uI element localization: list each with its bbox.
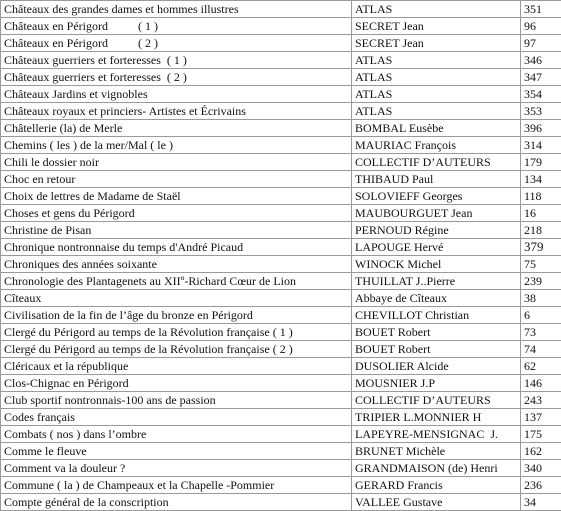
book-author-cell: CHEVILLOT Christian xyxy=(352,307,521,324)
book-number-cell: 379 xyxy=(521,239,561,256)
book-author-cell: BOUET Robert xyxy=(352,341,521,358)
book-number-cell: 97 xyxy=(521,35,561,52)
book-number-cell: 162 xyxy=(521,443,561,460)
table-row xyxy=(1,460,561,477)
book-title-cell: Cléricaux et la république xyxy=(1,358,352,375)
book-author-cell: Abbaye de Cîteaux xyxy=(352,290,521,307)
book-number-cell: 351 xyxy=(521,1,561,18)
book-author-cell: DUSOLIER Alcide xyxy=(352,358,521,375)
book-title-cell: Chroniques des années soixante xyxy=(1,256,352,273)
book-title-cell: Civilisation de la fin de l’âge du bronze en Périgord xyxy=(1,307,352,324)
book-title-cell: Combats ( nos ) dans l’ombre xyxy=(1,426,352,443)
book-author-cell: ATLAS xyxy=(352,86,521,103)
table-row xyxy=(1,188,561,205)
table-row xyxy=(1,426,561,443)
table-row xyxy=(1,154,561,171)
book-number-cell: 6 xyxy=(521,307,561,324)
table-row xyxy=(1,239,561,256)
book-number-cell: 16 xyxy=(521,205,561,222)
book-author-cell: LAPEYRE-MENSIGNAC J. xyxy=(352,426,521,443)
table-row xyxy=(1,69,561,86)
book-author-cell: THUILLAT J..Pierre xyxy=(352,273,521,290)
table-row xyxy=(1,358,561,375)
book-number-cell: 96 xyxy=(521,18,561,35)
table-row xyxy=(1,103,561,120)
book-number-cell: 340 xyxy=(521,460,561,477)
book-title-cell: Clergé du Périgord au temps de la Révolution française ( 1 ) xyxy=(1,324,352,341)
table-row xyxy=(1,443,561,460)
book-number-cell: 218 xyxy=(521,222,561,239)
table-row xyxy=(1,120,561,137)
table-row xyxy=(1,256,561,273)
table-row xyxy=(1,494,561,511)
book-author-cell: SECRET Jean xyxy=(352,18,521,35)
book-number-cell: 137 xyxy=(521,409,561,426)
book-author-cell: MOUSNIER J.P xyxy=(352,375,521,392)
table-row xyxy=(1,205,561,222)
table-row xyxy=(1,171,561,188)
book-author-cell: BRUNET Michèle xyxy=(352,443,521,460)
table-row xyxy=(1,477,561,494)
table-row xyxy=(1,341,561,358)
book-author-cell: MAUBOURGUET Jean xyxy=(352,205,521,222)
table-row xyxy=(1,18,561,35)
book-author-cell: SOLOVIEFF Georges xyxy=(352,188,521,205)
table-row xyxy=(1,392,561,409)
table-row xyxy=(1,86,561,103)
table-row xyxy=(1,409,561,426)
book-title-cell: Comment va la douleur ? xyxy=(1,460,352,477)
book-number-cell: 239 xyxy=(521,273,561,290)
book-title-cell: Châteaux des grandes dames et hommes illustres xyxy=(1,1,352,18)
table-row xyxy=(1,1,561,18)
book-title-cell: Châtellerie (la) de Merle xyxy=(1,120,352,137)
book-title-cell: Codes français xyxy=(1,409,352,426)
book-title-cell: Châteaux Jardins et vignobles xyxy=(1,86,352,103)
book-title-cell: Compte général de la conscription xyxy=(1,494,352,511)
book-title-cell: Christine de Pisan xyxy=(1,222,352,239)
book-title-cell: Choses et gens du Périgord xyxy=(1,205,352,222)
book-title-cell: Chronologie des Plantagenets au XIIº-Richard Cœur de Lion xyxy=(1,273,352,290)
book-author-cell: ATLAS xyxy=(352,103,521,120)
book-author-cell: MAURIAC François xyxy=(352,137,521,154)
table-row xyxy=(1,52,561,69)
table-row xyxy=(1,307,561,324)
table-row xyxy=(1,137,561,154)
book-title-cell: Clergé du Périgord au temps de la Révolution française ( 2 ) xyxy=(1,341,352,358)
catalog-body xyxy=(1,1,561,511)
book-number-cell: 347 xyxy=(521,69,561,86)
book-title-cell: Choix de lettres de Madame de Staël xyxy=(1,188,352,205)
book-number-cell: 73 xyxy=(521,324,561,341)
book-number-cell: 243 xyxy=(521,392,561,409)
book-number-cell: 134 xyxy=(521,171,561,188)
book-number-cell: 354 xyxy=(521,86,561,103)
book-author-cell: COLLECTIF D’AUTEURS xyxy=(352,392,521,409)
book-number-cell: 38 xyxy=(521,290,561,307)
book-number-cell: 74 xyxy=(521,341,561,358)
book-title-cell: Cîteaux xyxy=(1,290,352,307)
book-title-cell: Commune ( la ) de Champeaux et la Chapelle -Pommier xyxy=(1,477,352,494)
table-row xyxy=(1,324,561,341)
book-title-cell: Châteaux guerriers et forteresses ( 2 ) xyxy=(1,69,352,86)
book-title-cell: Choc en retour xyxy=(1,171,352,188)
table-row xyxy=(1,222,561,239)
book-author-cell: TRIPIER L.MONNIER H xyxy=(352,409,521,426)
book-author-cell: THIBAUD Paul xyxy=(352,171,521,188)
book-number-cell: 62 xyxy=(521,358,561,375)
book-title-cell: Chili le dossier noir xyxy=(1,154,352,171)
book-title-cell: Châteaux guerriers et forteresses ( 1 ) xyxy=(1,52,352,69)
book-title-cell: Clos-Chignac en Périgord xyxy=(1,375,352,392)
book-number-cell: 175 xyxy=(521,426,561,443)
book-author-cell: LAPOUGE Hervé xyxy=(352,239,521,256)
table-row xyxy=(1,35,561,52)
book-title-cell: Chemins ( les ) de la mer/Mal ( le ) xyxy=(1,137,352,154)
book-number-cell: 353 xyxy=(521,103,561,120)
table-row xyxy=(1,375,561,392)
book-author-cell: PERNOUD Régine xyxy=(352,222,521,239)
book-title-cell: Chronique nontronnaise du temps d'André Picaud xyxy=(1,239,352,256)
book-title-cell: Châteaux en Périgord ( 2 ) xyxy=(1,35,352,52)
book-number-cell: 118 xyxy=(521,188,561,205)
book-number-cell: 236 xyxy=(521,477,561,494)
book-author-cell: BOUET Robert xyxy=(352,324,521,341)
book-number-cell: 146 xyxy=(521,375,561,392)
book-number-cell: 314 xyxy=(521,137,561,154)
table-row xyxy=(1,273,561,290)
table-row xyxy=(1,290,561,307)
book-number-cell: 179 xyxy=(521,154,561,171)
book-author-cell: VALLEE Gustave xyxy=(352,494,521,511)
book-number-cell: 396 xyxy=(521,120,561,137)
book-author-cell: ATLAS xyxy=(352,52,521,69)
book-author-cell: ATLAS xyxy=(352,1,521,18)
book-author-cell: GERARD Francis xyxy=(352,477,521,494)
book-author-cell: BOMBAL Eusèbe xyxy=(352,120,521,137)
book-author-cell: GRANDMAISON (de) Henri xyxy=(352,460,521,477)
book-author-cell: COLLECTIF D’AUTEURS xyxy=(352,154,521,171)
book-author-cell: ATLAS xyxy=(352,69,521,86)
book-number-cell: 34 xyxy=(521,494,561,511)
book-title-cell: Comme le fleuve xyxy=(1,443,352,460)
book-author-cell: WINOCK Michel xyxy=(352,256,521,273)
book-number-cell: 75 xyxy=(521,256,561,273)
book-author-cell: SECRET Jean xyxy=(352,35,521,52)
book-number-cell: 346 xyxy=(521,52,561,69)
book-title-cell: Châteaux en Périgord ( 1 ) xyxy=(1,18,352,35)
book-title-cell: Châteaux royaux et princiers- Artistes et Écrivains xyxy=(1,103,352,120)
book-title-cell: Club sportif nontronnais-100 ans de passion xyxy=(1,392,352,409)
